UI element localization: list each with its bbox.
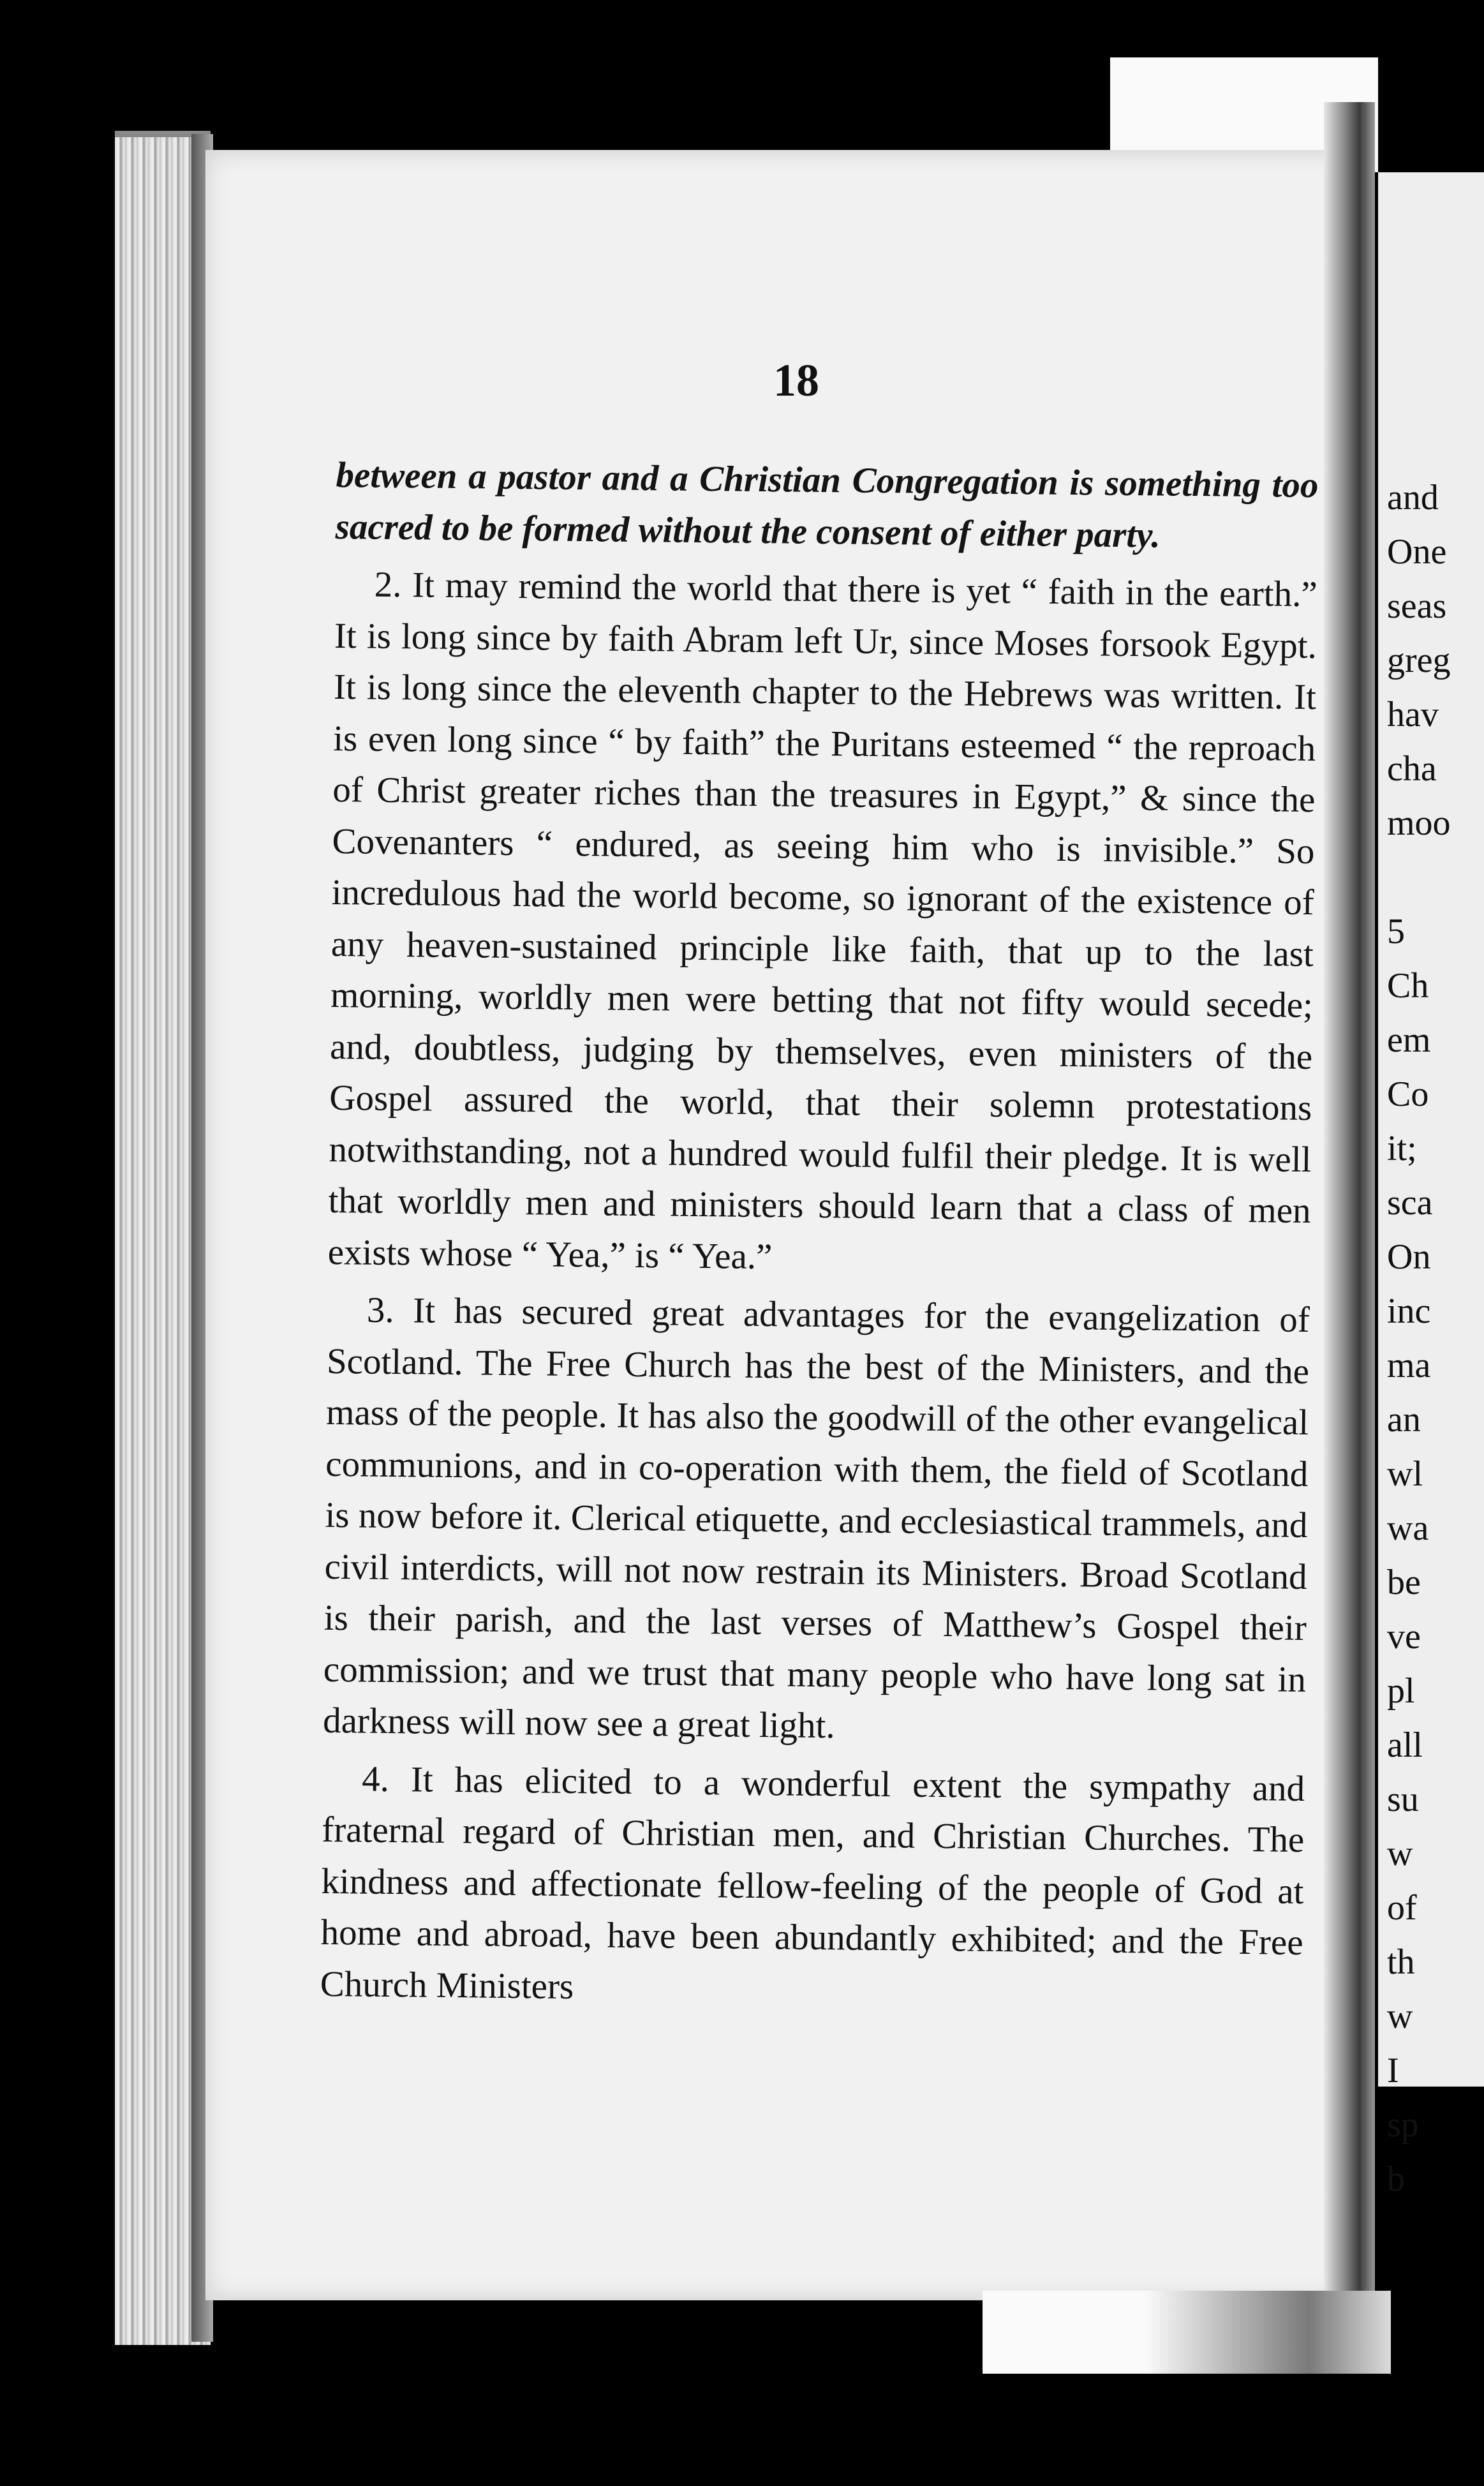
next-page-line: ve	[1387, 1617, 1421, 1656]
paragraph-point-2: 2. It may remind the world that there is yet “ faith in the earth.” It is long since by faith Abram left Ur, since Moses forsook Egypt. It is long since the eleventh chapter to the Hebrews was written. It is even long since “ by faith” the Puritans esteemed “ the reproach of Christ greater riches than the treasures in Egypt,” & since the Covenanters “ endured, as seeing him who is invisible.” So incredulous had the world become, so ignorant of the existence of any heaven-sustained principle like faith, that up to the last morning, worldly men were betting that not fifty would secede; and, doubtless, judging by themselves, even ministers of the Gospel assured the world, that their solemn protestations notwithstanding, not a hundred would fulfil their pledge. It is well that worldly men and ministers should learn that a class of men exists whose “ Yea,” is “ Yea.”	[327, 564, 1318, 1277]
bottom-paper-tab	[983, 2291, 1391, 2374]
next-page-line: su	[1387, 1780, 1419, 1819]
next-page-line: inc	[1387, 1291, 1431, 1331]
next-page-line: wl	[1387, 1454, 1423, 1494]
next-page-line: Ch	[1387, 966, 1429, 1006]
next-page-line: Co	[1387, 1075, 1429, 1114]
next-page-line: em	[1387, 1020, 1431, 1060]
page-number: 18	[773, 355, 819, 406]
next-page-line: sca	[1387, 1183, 1433, 1223]
next-page-line: On	[1387, 1237, 1431, 1277]
next-page-line: sp	[1387, 2105, 1419, 2145]
book-page	[205, 150, 1362, 2300]
next-page-line: w	[1387, 1834, 1413, 1873]
next-page-line: an	[1387, 1400, 1421, 1440]
next-page-line: and	[1387, 478, 1439, 517]
intro-italic-text: between a pastor and a Christian Congregation is something too sacred to be formed without the consent of either party.	[335, 454, 1319, 556]
next-page-line: 5	[1387, 912, 1405, 951]
next-page-line: seas	[1387, 586, 1447, 626]
next-page-line: I	[1387, 2051, 1399, 2090]
page-body-text	[320, 450, 1319, 2020]
next-page-line: w	[1387, 1997, 1413, 2036]
next-page-line: it;	[1387, 1129, 1417, 1168]
next-page-line: th	[1387, 1942, 1415, 1982]
next-page-line: b	[1387, 2159, 1405, 2199]
next-page-line: One	[1387, 532, 1447, 572]
next-page-line: pl	[1387, 1671, 1415, 1711]
paragraph-point-4: 4. It has elicited to a wonderful extent the sympathy and fraternal regard of Christian men, and Christian Churches. The kindness and affectionate fellow-feeling of the people of God at home and abroad, have been abundantly exhibited; and the Free Church Ministers	[320, 1759, 1305, 2007]
next-page-fragment	[1378, 172, 1484, 2199]
next-page-line: ma	[1387, 1346, 1431, 1385]
next-page-line: cha	[1387, 749, 1437, 789]
intro-paragraph	[335, 450, 1319, 563]
next-page-line: greg	[1387, 641, 1451, 680]
next-page-line: wa	[1387, 1508, 1429, 1548]
next-page-line: moo	[1387, 803, 1451, 843]
next-page-line: hav	[1387, 695, 1439, 734]
next-page-line: be	[1387, 1563, 1421, 1602]
page-gutter-shadow	[1324, 102, 1375, 2367]
next-page-line: of	[1387, 1888, 1417, 1928]
paragraph-point-3: 3. It has secured great advantages for the evangelization of Scotland. The Free Church has the best of the Ministers, and the mass of the people. It has also the goodwill of the other evangelical communions, and in co-operation with them, the field of Scotland is now before it. Clerical etiquette, and ecclesiastical trammels, and civil interdicts, will not now restrain its Ministers. Broad Scotland is their parish, and the last verses of Matthew’s Gospel their commission; and we trust that many people who have long sat in darkness will now see a great light.	[322, 1290, 1310, 1746]
next-page-line: all	[1387, 1725, 1423, 1765]
